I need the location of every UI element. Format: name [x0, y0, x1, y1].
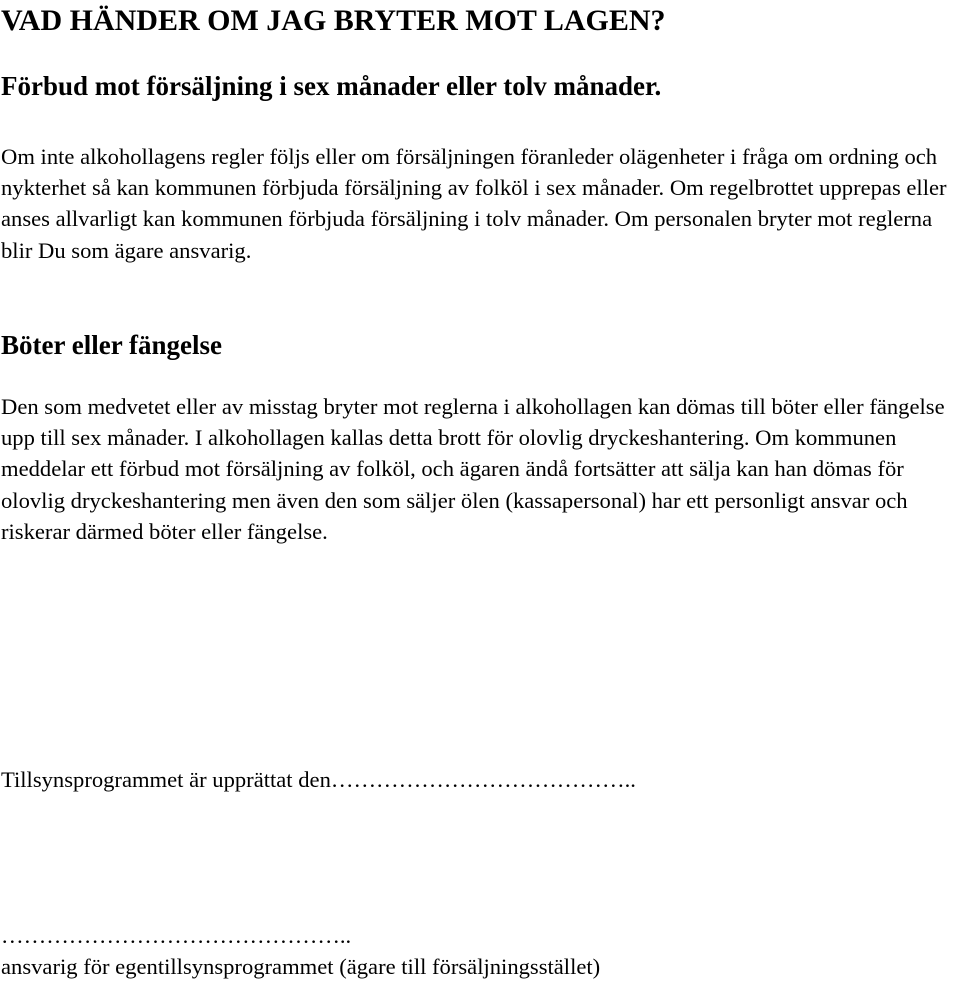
date-line: Tillsynsprogrammet är upprättat den…………………………………..	[1, 767, 636, 792]
signature-caption: ansvarig för egentillsynsprogrammet (ägare till försäljningsstället)	[1, 954, 601, 979]
section-heading-sales-ban: Förbud mot försäljning i sex månader eller tolv månader.	[1, 71, 662, 101]
section-heading-fines: Böter eller fängelse	[1, 330, 222, 360]
signature-line: ………………………………………..	[1, 923, 352, 948]
sales-ban-paragraph: Om inte alkohollagens regler följs eller om försäljningen föranleder olägenheter i fråga om ordning och nykterhet så kan kommunen förbjuda försäljning av folköl i sex månader. Om regelbrottet upprepas eller anses allvarligt kan kommunen förbjuda försäljning i tolv månader. Om personalen bryter mot reglerna blir Du som ägare ansvarig.	[1, 144, 947, 263]
fines-paragraph: Den som medvetet eller av misstag bryter mot reglerna i alkohollagen kan dömas till böter eller fängelse upp till sex månader. I alkohollagen kallas detta brott för olovlig dryckeshantering. Om kommunen meddelar ett förbud mot försäljning av folköl, och ägaren ändå fortsätter att sälja kan han dömas för olovlig dryckeshantering men även den som säljer ölen (kassapersonal) har ett personligt ansvar och riskerar därmed böter eller fängelse.	[1, 394, 945, 544]
document-title: VAD HÄNDER OM JAG BRYTER MOT LAGEN?	[1, 4, 666, 37]
